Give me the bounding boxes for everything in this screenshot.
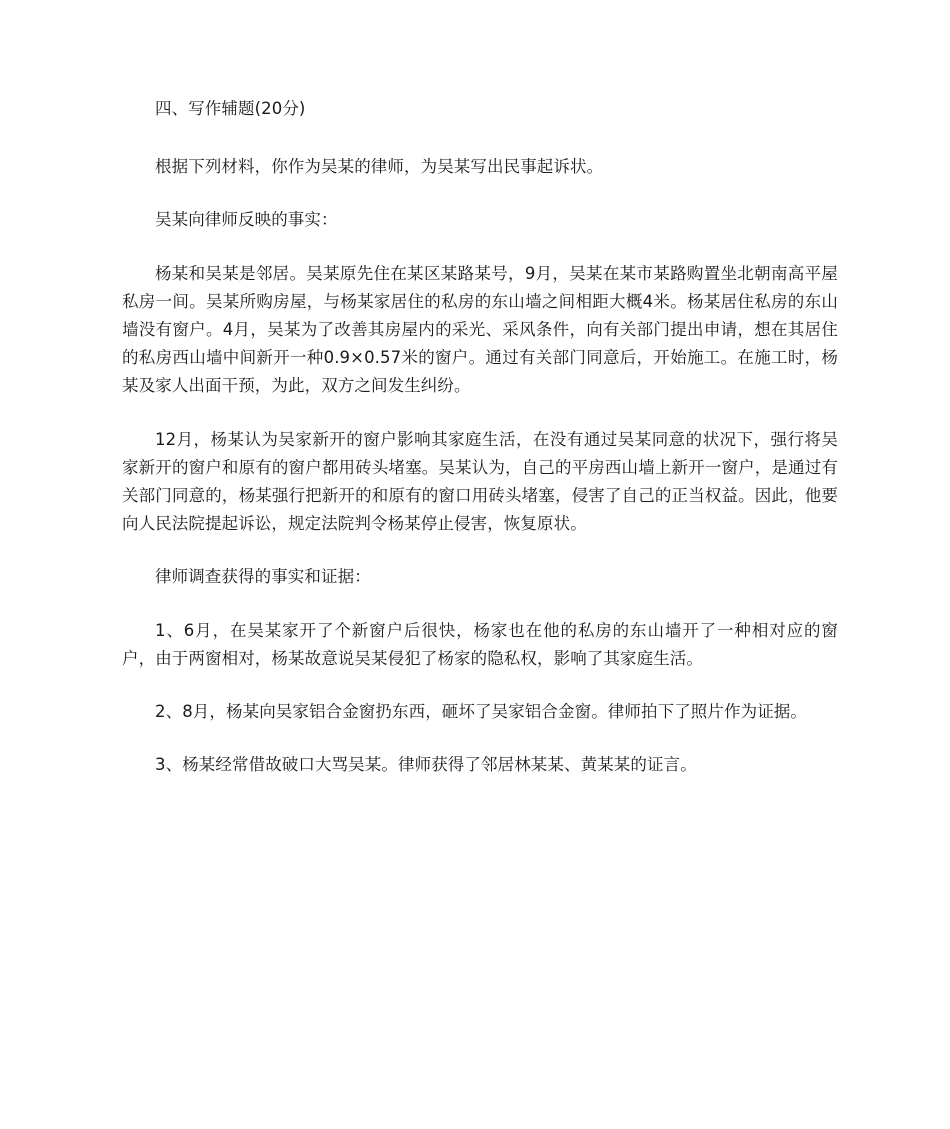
evidence-item-2: 2、8月，杨某向吴家铝合金窗扔东西，砸坏了吴家铝合金窗。律师拍下了照片作为证据。 [155, 702, 807, 722]
task-instruction: 根据下列材料，你作为吴某的律师，为吴某写出民事起诉状。 [155, 157, 604, 177]
facts-paragraph-1: 杨某和吴某是邻居。吴某原先住在某区某路某号，9月，吴某在某市某路购置坐北朝南高平屋私房一间。吴某所购房屋，与杨某家居住的私房的东山墙之间相距大概4米。杨某居住私房的东山墙没有窗户。4月，吴某为了改善其房屋内的采光、采风条件，向有关部门提出申请，想在其居住的私房西山墙中间新开一种0.9×0.57米的窗户。通过有关部门同意后，开始施工。在施工时，杨某及家人出面干预，为此，双方之间发生纠纷。 [122, 263, 838, 396]
facts-paragraph-2: 12月，杨某认为吴家新开的窗户影响其家庭生活，在没有通过吴某同意的状况下，强行将吴家新开的窗户和原有的窗户都用砖头堵塞。吴某认为，自己的平房西山墙上新开一窗户，是通过有关部门同意的，杨某强行把新开的和原有的窗口用砖头堵塞，侵害了自己的正当权益。因此，他要向人民法院提起诉讼，规定法院判令杨某停止侵害，恢复原状。 [122, 429, 838, 534]
evidence-item-3: 3、杨某经常借故破口大骂吴某。律师获得了邻居林某某、黄某某的证言。 [155, 755, 697, 775]
evidence-item-1: 1、6月，在吴某家开了个新窗户后很快，杨家也在他的私房的东山墙开了一种相对应的窗户，由于两窗相对，杨某故意说吴某侵犯了杨家的隐私权，影响了其家庭生活。 [122, 620, 838, 668]
facts-label: 吴某向律师反映的事实： [155, 210, 338, 230]
evidence-label: 律师调查获得的事实和证据： [155, 567, 371, 587]
section-heading: 四、写作辅题(20分) [155, 99, 306, 118]
